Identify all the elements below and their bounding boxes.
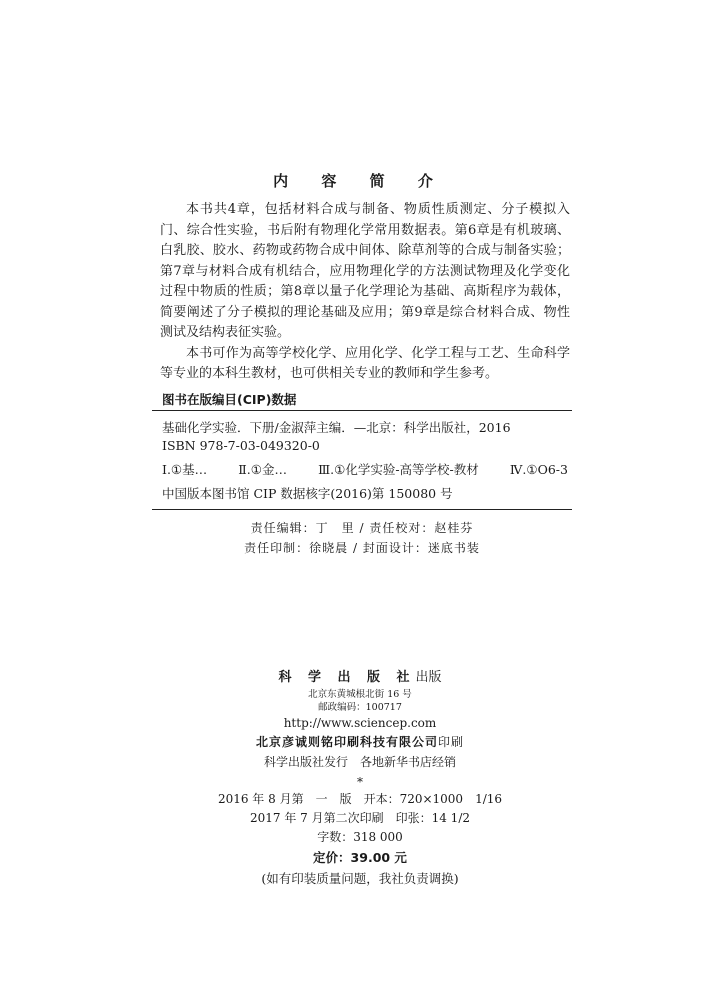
cip-block — [152, 390, 572, 558]
printer-name-suffix: 印刷 — [438, 735, 465, 749]
cip-record: 基础化学实验．下册/金淑萍主编．—北京：科学出版社，2016 — [162, 420, 511, 435]
cip-classification — [162, 461, 572, 479]
word-count: 字数：318 000 — [317, 830, 403, 844]
cip-class: Ⅱ.①金… — [238, 462, 287, 477]
cip-body — [152, 411, 572, 509]
cip-isbn: ISBN 978-7-03-049320-0 — [162, 438, 320, 453]
quality-notice: (如有印装质量问题，我社负责调换) — [261, 871, 459, 886]
summary-title: 内 容 简 介 — [273, 172, 447, 190]
publisher-postcode: 邮政编码：100717 — [318, 702, 402, 713]
separator-asterisk: * — [357, 775, 363, 789]
distribution-line: 科学出版社发行 各地新华书店经销 — [263, 755, 456, 769]
summary-paragraph: 本书可作为高等学校化学、应用化学、化学工程与工艺、生命科学等专业的本科生教材，也可供相关专业的教师和学生参考。 — [160, 345, 570, 381]
cip-class: Ⅰ.①基… — [162, 462, 208, 477]
publisher-name-text: 科 学 出 版 社 — [278, 670, 416, 685]
publisher-name-suffix: 出版 — [415, 670, 442, 685]
credits — [152, 518, 572, 558]
publisher-url: http://www.sciencep.com — [283, 716, 437, 730]
printer-name — [0, 732, 720, 752]
cip-class: Ⅲ.①化学实验-高等学校-教材 — [318, 462, 479, 477]
price: 定价：39.00 元 — [313, 850, 407, 865]
cip-bottom-rule — [152, 509, 572, 510]
edition-line: 2016 年 8 月第 一 版 开本：720×1000 1/16 — [217, 792, 503, 806]
summary-paragraph: 本书共4章，包括材料合成与制备、物质性质测定、分子模拟入门、综合性实验，书后附有物理化学常用数据表。第6章是有机玻璃、白乳胶、胶水、药物或药物合成中间体、除草剂等的合成与制备实验；第7章与材料合成有机结合，应用物理化学的方法测试物理及化学变化过程中物质的性质；第8章以量子化学理论为基础、高斯程序为载体，简要阐述了分子模拟的理论基础及应用；第9章是综合材料合成、物性测试及结构表征实验。 — [160, 202, 570, 340]
publisher-name — [0, 668, 720, 688]
cip-class: Ⅳ.①O6-3 — [509, 462, 568, 477]
credits-production: 责任印制：徐晓晨 / 封面设计：迷底书装 — [244, 541, 480, 555]
publisher-block — [0, 668, 720, 889]
credits-editors: 责任编辑：丁 里 / 责任校对：赵桂芬 — [250, 521, 474, 535]
summary-text — [160, 200, 570, 385]
publisher-address: 北京东黄城根北街 16 号 — [308, 689, 412, 700]
cip-check-number: 中国版本图书馆 CIP 数据核字(2016)第 150080 号 — [162, 486, 453, 501]
cip-heading: 图书在版编目(CIP)数据 — [152, 390, 572, 411]
printing-line: 2017 年 7 月第二次印刷 印张：14 1/2 — [249, 811, 470, 825]
printer-name-text: 北京彦诚则铭印刷科技有限公司 — [255, 735, 438, 749]
